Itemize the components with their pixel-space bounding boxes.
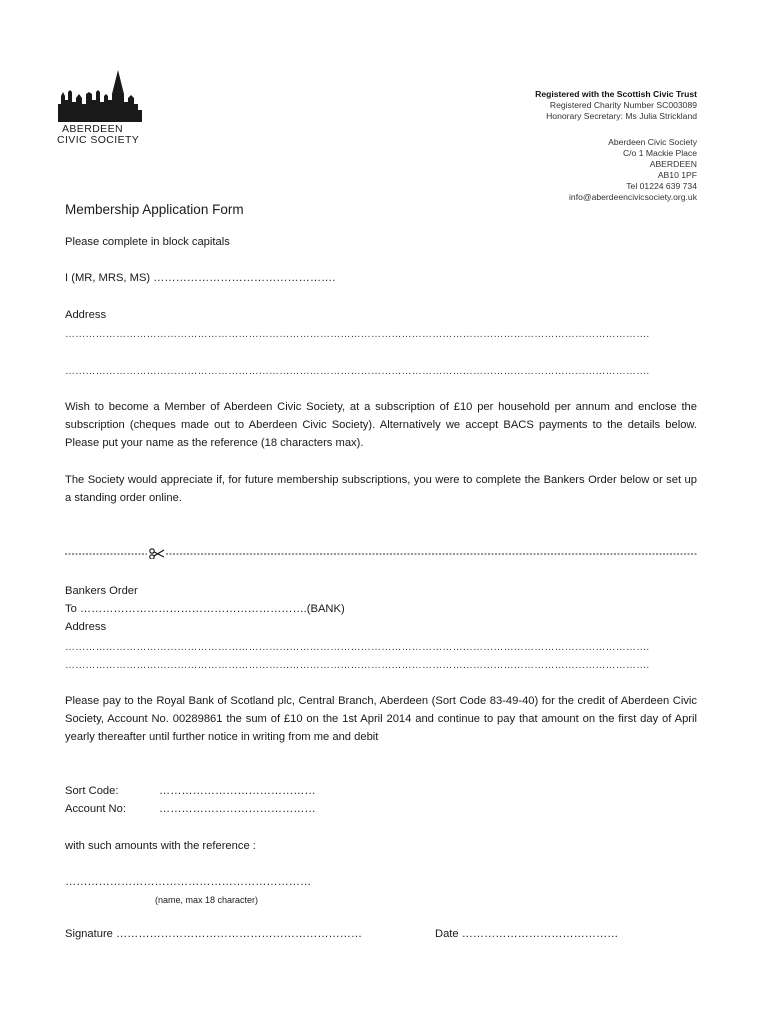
bankers-order-heading: Bankers Order [65, 585, 138, 597]
city-skyline-icon [56, 70, 142, 122]
bank-address-line-1[interactable]: ………………………………………………………………………………………………………………………………………………………. [65, 642, 650, 653]
bank-address-label: Address [65, 621, 107, 633]
payment-instruction: Please pay to the Royal Bank of Scotland plc, Central Branch, Aberdeen (Sort Code 83-49-40) for the credit of Aberdeen Civic Society, Account No. 00289861 the sum of £10 on the 1st April 2014 and continue to pay that amount on the first day of April yearly thereafter until further notice in writing from me and debit [65, 695, 697, 743]
honorary-secretary: Honorary Secretary: Ms Julia Strickland [546, 111, 697, 121]
address-line: ABERDEEN [649, 159, 697, 169]
society-address [569, 137, 697, 203]
header-registration [535, 89, 697, 122]
date-field[interactable]: Date …………………………………… [435, 928, 619, 940]
bankers-order-request: The Society would appreciate if, for future membership subscriptions, you were to complete the Bankers Order below or set up a standing order online. [65, 474, 697, 504]
reference-label: with such amounts with the reference : [65, 840, 256, 852]
address-field-line-1[interactable]: ………………………………………………………………………………………………………………………………………………………. [65, 329, 650, 340]
sort-code-field[interactable]: …………………………………… [159, 785, 316, 797]
account-number-field[interactable]: …………………………………… [159, 803, 316, 815]
name-field[interactable]: I (MR, MRS, MS) …………………………………………. [65, 272, 336, 284]
address-label: Address [65, 309, 107, 321]
address-line: Aberdeen Civic Society [608, 137, 697, 147]
logo-line-2: CIVIC SOCIETY [57, 134, 140, 146]
bank-address-line-2[interactable]: ………………………………………………………………………………………………………………………………………………………. [65, 660, 650, 671]
address-field-line-2[interactable]: ………………………………………………………………………………………………………………………………………………………. [65, 366, 650, 377]
phone-number: Tel 01224 639 734 [626, 181, 697, 191]
reference-field[interactable]: ………………………………………………………… [65, 876, 312, 888]
address-line: AB10 1PF [657, 170, 697, 180]
bank-name-field[interactable]: To …………………………………………………….(BANK) [65, 603, 345, 615]
form-title: Membership Application Form [65, 202, 244, 217]
reference-hint: (name, max 18 character) [155, 895, 259, 905]
charity-number: Registered Charity Number SC003089 [549, 100, 697, 110]
sort-code-label: Sort Code: [65, 785, 119, 797]
instruction-text: Please complete in block capitals [65, 236, 230, 248]
scissors-icon [150, 549, 164, 559]
subscription-paragraph: Wish to become a Member of Aberdeen Civic Society, at a subscription of £10 per household per annum and enclose the subscription (cheques made out to Aberdeen Civic Society). Alternatively we accept BACS payments to the details below. Please put your name as the reference (18 characters max). [65, 401, 697, 449]
cut-line [65, 547, 697, 559]
email-address: info@aberdeencivicsociety.org.uk [569, 192, 697, 202]
registered-line: Registered with the Scottish Civic Trust [535, 89, 697, 99]
address-line: C/o 1 Mackie Place [622, 148, 697, 158]
account-number-label: Account No: [65, 803, 126, 815]
logo-line-1: ABERDEEN [62, 123, 123, 135]
signature-field[interactable]: Signature ………………………………………………………… [65, 928, 363, 940]
aberdeen-civic-society-logo [56, 70, 148, 146]
